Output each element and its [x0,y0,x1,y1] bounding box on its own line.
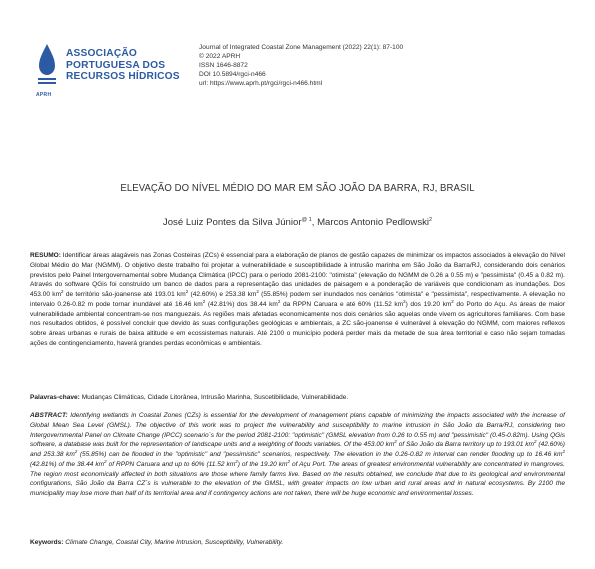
logo-line-3: RECURSOS HÍDRICOS [66,71,180,82]
logo-abbreviation: APRH [36,92,52,98]
doi: DOI 10.5894/rgci-n466 [199,70,266,78]
logo-line-2: PORTUGUESA DOS [66,59,166,71]
journal-citation: Journal of Integrated Coastal Zone Management (2022) 22(1): 87-100 [199,44,404,51]
author-2-affiliation: 2 [429,217,433,223]
author-separator: , [311,217,318,229]
keywords-label: Keywords: [30,539,64,546]
keywords: Keywords: Climate Change, Coastal City, Marine Intrusion, Susceptibility, Vulnerability. [30,539,284,546]
author-1: José Luiz Pontes da Silva Júnior [162,217,302,229]
article-title: ELEVAÇÃO DO NÍVEL MÉDIO DO MAR EM SÃO JOÃO DA BARRA, RJ, BRASIL [120,183,475,194]
author-list [0,217,595,228]
resumo-paragraph: RESUMO: Identificar áreas alagáveis nas Zonas Costeiras (ZCs) é essencial para a elaboração de planos de gestão capazes de minimizar os impactos associados à elevação do Nível Global Médio do Mar (NGMM). O objetivo deste trabalho foi projetar a vulnerabilidade e susceptibilidade à intrusão marinha em São João da Barra/RJ, considerando dois cenários previstos pelo Painel Intergovernamental sobre Mudança Climática (IPCC) para o período 2081-2100: "otimista" (elevação do NGMM de 0.26 a 0.55 m) e "pessimista" (0.45 a 0.82 m). Através do software QGis foi construído um banco de dados para a representação das unidades de paisagem e a ponderação de variáveis que condicionam as inundações. Dos 453.00 $km^2$ de território são-joanense até 193.01 $km^2$ (42.60%) e 253.38 $km^2$ (55.85%) podem ser inundados nos cenários "otimista" e "pessimista", respectivamente. A elevação no intervalo 0.26-0.82 m pode tornar inundável até 16.46 $km^2$ (42.81%) dos 38.44 $km^2$ da RPPN Caruara e até 60% (11.52 $km^2$) dos 19.20 $km^2$ do Porto do Açu. As áreas de maior vulnerabilidade ambiental concentram-se nos manguezais. As regiões mais afetadas economicamente nos dois cenários são aquelas onde vivem os agricultores familiares. Com base nos resultados obtidos, é possível concluir que devido às suas configurações geológicas e ambientais, a ZC são-joanense é vulnerável à elevação do NGMM, com maiores reflexos sobre áreas urbanas e rurais de baixa altitude e em ecossistemas naturais. Até 2100 o município poderá perder mais da metade de sua área territorial e caso não sejam tomadas ações de contingenciamento, haverá grandes perdas econômicas e ambientais. [30,252,565,347]
aprh-logo [36,42,196,98]
logo-line-1: ASSOCIAÇÃO [66,48,138,59]
water-drop-logo-icon [36,42,58,88]
resumo-label: RESUMO: [30,252,61,259]
palavras-chave: Palavras-chave: Mudanças Climáticas, Cidade Litorânea, Intrusão Marinha, Suscetibilidade, Vulnerabilidade. [30,394,349,401]
journal-meta [199,44,403,89]
copyright: © 2022 APRH [199,52,241,60]
abstract-label: ABSTRACT: [30,412,68,419]
logo-text [66,48,180,83]
issn: ISSN 1646-8872 [199,61,248,69]
palavras-chave-label: Palavras-chave: [30,394,80,401]
abstract-paragraph: ABSTRACT: Identifying wetlands in Coastal Zones (CZs) is essential for the development of management plans capable of minimizing the impacts associated with the increase of Global Mean Sea Level (GMSL). The objective of this work was to project the vulnerability and susceptibility to marine intrusion in São João da Barra/RJ, considering two Intergovernmental Panel on Climate Change (IPCC) scenario´s for the period 2081-2100: "optimistic" (GMSL elevation from 0.26 to 0.55 m) and "pessimistic" (0.45-0.82m). Using QGis software, a database was built for the representation of landscape units and a weighting of floods variables. Of the 453.00 $km^2$ of São João da Barra territory up to 193.01 $km^2$ (42.60%) and 253.38 $km^2$ (55.85%) can be flooded in the "optimistic" and "pessimistic" scenarios, respectively. The elevation in the 0.26-0.82 m interval can render flooding up to 16.46 $km^2$ (42.81%) of the 38.44 $km^2$ of RPPN Caruara and up to 60% (11.52 $km^2$) of the 19.20 $km^2$ of Açu Port. The areas of greatest environmental vulnerability are concentrated in mangroves. The region most economically affected in both situations are those where family farms live. Based on the results obtained, we conclude that due to its geological and environmental configurations, São João da Barra CZ´s is vulnerable to the elevation of the GMSL, with greater impacts on low urban and rural areas and in natural ecosystems. By 2100 the municipality may lose more than half of its territorial area and if contingency actions are not taken, there will be huge economic and environmental losses. [30,412,566,497]
article-url[interactable]: url: https://www.aprh.pt/rgci/rgci-n466.html [199,79,323,87]
author-1-affiliation: @ 1 [301,217,312,223]
author-2: Marcos Antonio Pedlowski [317,217,430,229]
